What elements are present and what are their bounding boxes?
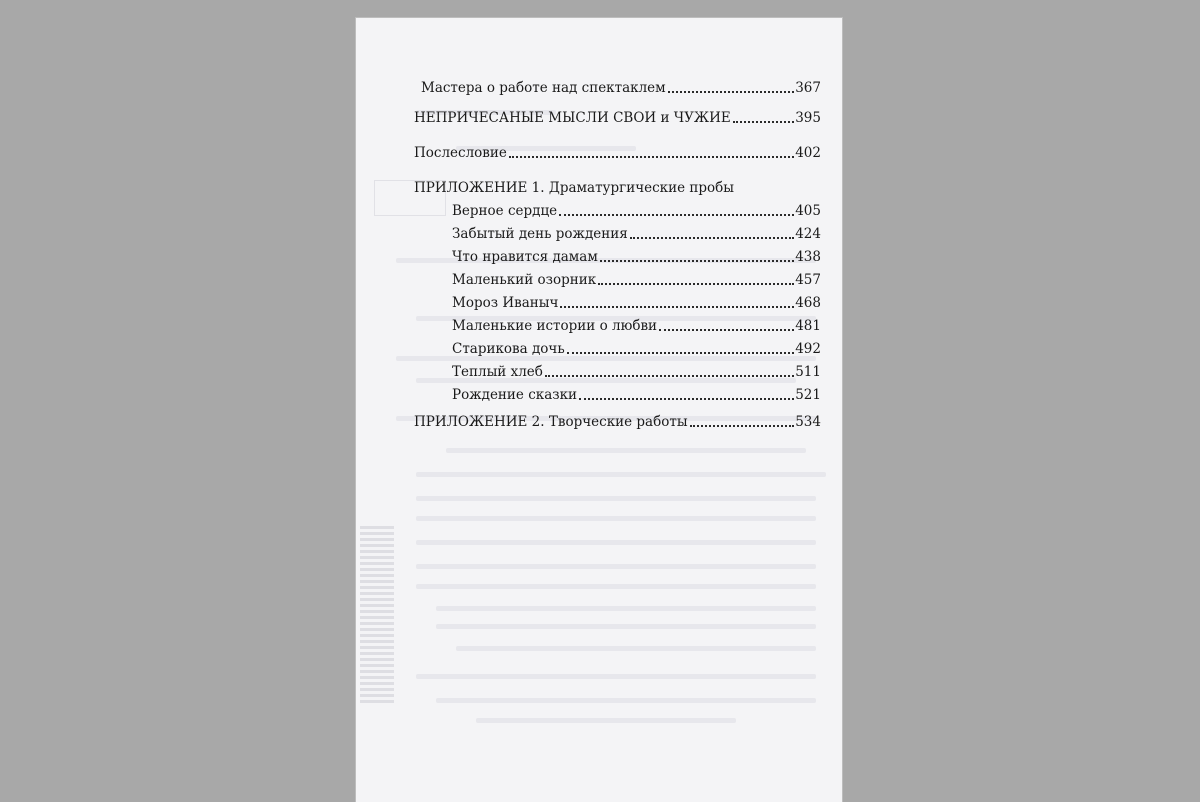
toc-entry-title: Забытый день рождения	[452, 226, 628, 242]
toc-entry-page: 468	[795, 295, 821, 311]
toc-entry-title: Верное сердце	[452, 203, 558, 219]
toc-leader-dots	[545, 374, 794, 377]
appendix-1-heading	[414, 180, 821, 196]
toc-leader-dots	[733, 120, 794, 123]
toc-entry-page: 438	[795, 249, 821, 265]
toc-subentry	[452, 387, 821, 403]
toc-entry-title: Старикова дочь	[452, 341, 565, 357]
toc-entry-page: 402	[795, 145, 821, 161]
toc-entry-page: 405	[795, 203, 821, 219]
toc-entry-title: НЕПРИЧЕСАНЫЕ МЫСЛИ СВОИ и ЧУЖИЕ	[414, 110, 731, 126]
toc-leader-dots	[579, 397, 794, 400]
toc-entry-title: Теплый хлеб	[452, 364, 543, 380]
toc-entry-page: 511	[795, 364, 821, 380]
toc-subentry	[452, 341, 821, 357]
toc-leader-dots	[559, 213, 794, 216]
toc-subentry	[452, 203, 821, 219]
toc-entry-title: Что нравится дамам	[452, 249, 598, 265]
toc-entry-title: Мастера о работе над спектаклем	[421, 80, 666, 96]
toc-entry-page: 481	[795, 318, 821, 334]
toc-entry-page: 424	[795, 226, 821, 242]
toc-entry	[414, 414, 821, 430]
toc-subentry	[452, 249, 821, 265]
toc-leader-dots	[630, 236, 794, 239]
toc-entry	[421, 80, 821, 96]
toc-leader-dots	[567, 351, 795, 354]
appendix-1-title: ПРИЛОЖЕНИЕ 1. Драматургические пробы	[414, 180, 735, 196]
toc-entry-page: 534	[795, 414, 821, 430]
toc-subentry	[452, 364, 821, 380]
toc-entry	[414, 110, 821, 126]
toc-leader-dots	[560, 305, 794, 308]
toc-subentry	[452, 272, 821, 288]
toc-leader-dots	[509, 155, 794, 158]
toc-leader-dots	[668, 90, 795, 93]
toc-subentry	[452, 226, 821, 242]
toc-entry-title: Маленькие истории о любви	[452, 318, 658, 334]
toc-entry-title: Рождение сказки	[452, 387, 578, 403]
toc-entry-page: 521	[795, 387, 821, 403]
toc-leader-dots	[598, 282, 794, 285]
toc-entry	[414, 145, 821, 161]
toc-entry-page: 492	[795, 341, 821, 357]
toc-entry-page: 367	[795, 80, 821, 96]
toc-leader-dots	[659, 328, 794, 331]
toc-entry-title: Послесловие	[414, 145, 507, 161]
toc-entry-page: 457	[795, 272, 821, 288]
toc-subentry	[452, 295, 821, 311]
toc-entry-title: Маленький озорник	[452, 272, 597, 288]
toc-leader-dots	[690, 424, 795, 427]
toc-entry-title: ПРИЛОЖЕНИЕ 2. Творческие работы	[414, 414, 688, 430]
toc-leader-dots	[600, 259, 794, 262]
toc-entry-title: Мороз Иваныч	[452, 295, 559, 311]
toc-subentry	[452, 318, 821, 334]
toc-entry-page: 395	[795, 110, 821, 126]
